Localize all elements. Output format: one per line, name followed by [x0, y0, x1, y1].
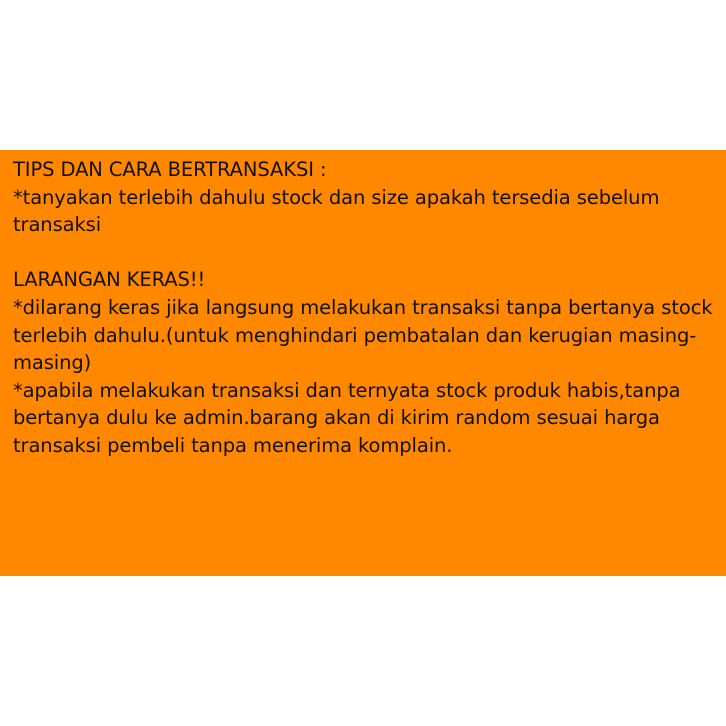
larangan-2-line-2: bertanya dulu ke admin.barang akan di kirim random sesuai harga: [13, 406, 660, 430]
blank-spacer: [13, 239, 713, 267]
larangan-2-line-1: *apabila melakukan transaksi dan ternyata stock produk habis,tanpa: [13, 378, 681, 402]
larangan-1-line-2: terlebih dahulu.(untuk menghindari pembatalan dan kerugian masing-: [13, 323, 697, 347]
tips-text-line-1: *tanyakan terlebih dahulu stock dan size apakah tersedia sebelum: [13, 185, 660, 209]
larangan-heading: LARANGAN KERAS!!: [13, 268, 206, 292]
notice-text: [13, 156, 713, 460]
larangan-1-line-3: masing): [13, 351, 92, 375]
larangan-1-line-1: *dilarang keras jika langsung melakukan transaksi tanpa bertanya stock: [13, 295, 713, 319]
tips-heading: TIPS DAN CARA BERTRANSAKSI :: [13, 158, 327, 181]
tips-text-line-2: transaksi: [13, 213, 102, 237]
larangan-2-line-3: transaksi pembeli tanpa menerima komplain.: [13, 433, 453, 457]
